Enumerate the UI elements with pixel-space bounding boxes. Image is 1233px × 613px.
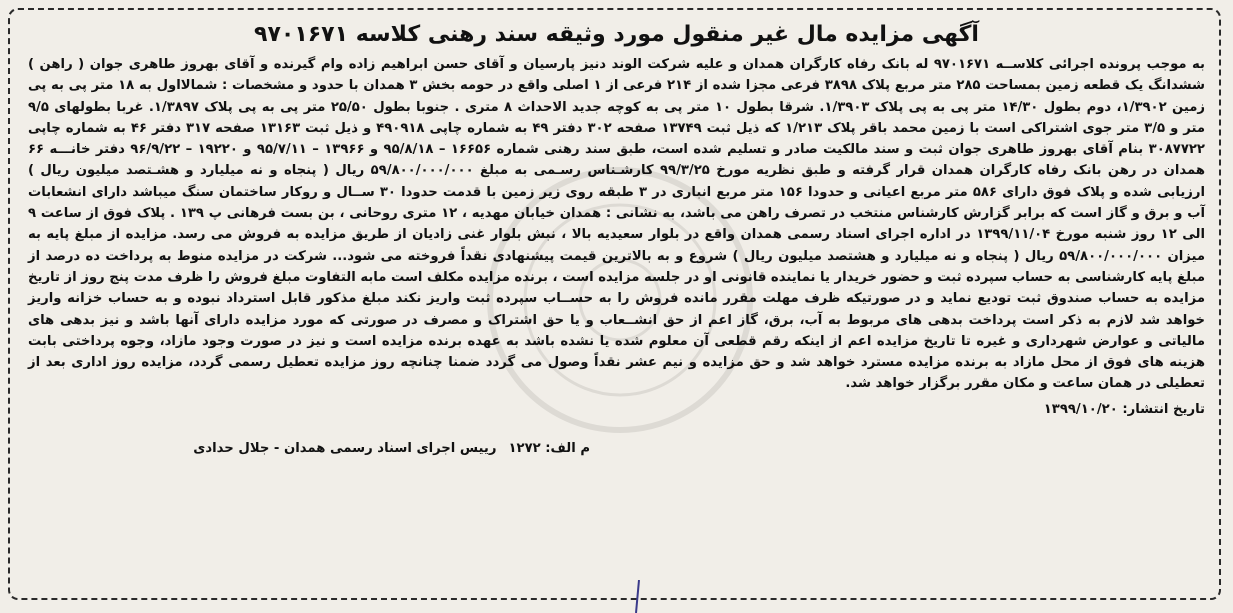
notice-body: به موجب پرونده اجرائی کلاســه ۹۷۰۱۶۷۱ له بانک رفاه کارگران همدان و علیه شرکت الوند دنیز پارسیان و آقای حسن ابراهیم زاده وام گیرنده و آقای بهروز طاهری جوان ( راهن ) ششدانگ یک قطعه زمین بمساحت ۲۸۵ متر مربع پلاک ۳۸۹۸ فرعی مجزا شده از ۲۱۴ فرعی از ۱ اصلی واقع در حومه بخش ۳ همدان با حدود و مشخصات : شمالااول به ۱۸ متر پی به پی زمین ۱/۳۹۰۲، دوم بطول ۱۴/۳۰ متر پی به پی پلاک ۱/۳۹۰۳. شرقا بطول ۱۰ متر پی به کوچه جدید الاحداث ۸ متری . جنوبا بطول ۲۵/۵۰ متر پی به پی پلاک ۱/۳۸۹۷. غربا بطولهای ۹/۵ متر و ۳/۵ متر جوی اشتراکی است با زمین محمد باقر پلاک ۱/۲۱۳ که ذیل ثبت ۱۳۷۴۹ صفحه ۳۰۲ دفتر ۴۹ به شماره چاپی ۴۹۰۹۱۸ و ذیل ثبت ۱۳۱۶۳ صفحه ۳۱۷ دفتر ۴۶ به شماره چاپی ۳۰۸۷۷۲۲ بنام آقای بهروز طاهری جوان ثبت و سند مالکیت صادر و تسلیم شده است، طبق سند رهنی شماره ۱۶۶۵۶ – ۹۵/۸/۱۸ و ۱۳۹۶۶ – ۹۵/۷/۱۱ و ۱۹۲۲۰ – ۹۶/۹/۲۲ دفتر خانـــه ۶۶ همدان در رهن بانک رفاه کارگران همدان قرار گرفته و طبق نظریه مورخ ۹۹/۳/۲۵ کارشـناس رسـمی به مبلغ ۵۹/۸۰۰/۰۰۰/۰۰۰ ریال ( پنجاه و نه میلیارد و هشـتصد میلیون ریال ) ارزیابی شده و پلاک فوق دارای ۵۸۶ متر مربع اعیانی و حدودا ۱۵۶ متر مربع انباری در ۳ طبقه روی زیر زمین با قدمت حدودا ۳۰ ســال و روکار ساختمان سنگ میباشد دارای انشعابات آب و برق و گاز است که برابر گزارش کارشناس منتخب در تصرف راهن می باشد، به نشانی : همدان خیابان مهدیه ، ۱۲ متری روحانی ، بن بست فرهانی پ ۱۳۹ . پلاک فوق از ساعت ۹ الی ۱۲ روز شنبه مورخ ۱۳۹۹/۱۱/۰۴ در اداره اجرای اسناد رسمی همدان واقع در بلوار سعیدیه بالا ، نبش بلوار غنی زادیان از طریق مزایده به فروش می رسد. مزایده از مبلغ پایه به میزان ۵۹/۸۰۰/۰۰۰/۰۰۰ ریال ( پنجاه و نه میلیارد و هشتصد میلیون ریال ) شروع و به بالاترین قیمت پیشنهادی نقداً فروخته می شود... شرکت در مزایده منوط به پرداخت ده درصد از مبلغ پایه کارشناسی به حساب سپرده ثبت و حضور خریدار یا نماینده قانونی او در جلسه مزایده است ، برنده مزایده مکلف است مابه التفاوت مبلغ فروش را ظرف مدت پنج روز از تاریخ مزایده به حساب صندوق ثبت تودیع نماید و در صورتیکه ظرف مهلت مقرر مانده فروش را به حســاب سپرده ثبت واریز نکند مبلغ مذکور قابل استرداد نبوده و به حساب خزانه واریز خواهد شد لازم به ذکر است پرداخت بدهی های مربوط به آب، برق، گاز اعم از حق انشــعاب و یا حق اشتراک و مصرف در صورتی که مورد مزایده دارای آنها باشد و نیز بدهی های مالیاتی و عوارض شهرداری و غیره تا تاریخ مزایده اعم از اینکه رقم قطعی آن معلوم شده یا نشده باشد به عهده برنده مزایده است و نیز در صورت وجود مازاد، وجوه پرداختی بابت هزینه های فوق از محل مازاد به برنده مزایده مسترد خواهد شد و حق مزایده و نیم عشر نقداً وصول می گردد ضمنا چنانچه روز مزایده تعطیل رسمی گردد، مزایده روز اداری بعد از تعطیلی در همان ساعت و مکان مقرر برگزار خواهد شد. <box>28 57 1206 392</box>
notice-content <box>28 20 1205 590</box>
notice-footer <box>28 438 1205 460</box>
footer-signature: رییس اجرای اسناد رسمی همدان - جلال حدادی <box>193 440 497 456</box>
pen-stroke-mark <box>630 580 644 613</box>
notice-title: آگهی مزایده مال غیر منقول مورد وثیقه سند رهنی کلاسه ۹۷۰۱۶۷۱ <box>254 22 979 47</box>
publication-date: تاریخ انتشار: ۱۳۹۹/۱۰/۲۰ <box>1043 401 1205 417</box>
footer-reference: م الف: ۱۲۷۲ <box>508 440 590 456</box>
